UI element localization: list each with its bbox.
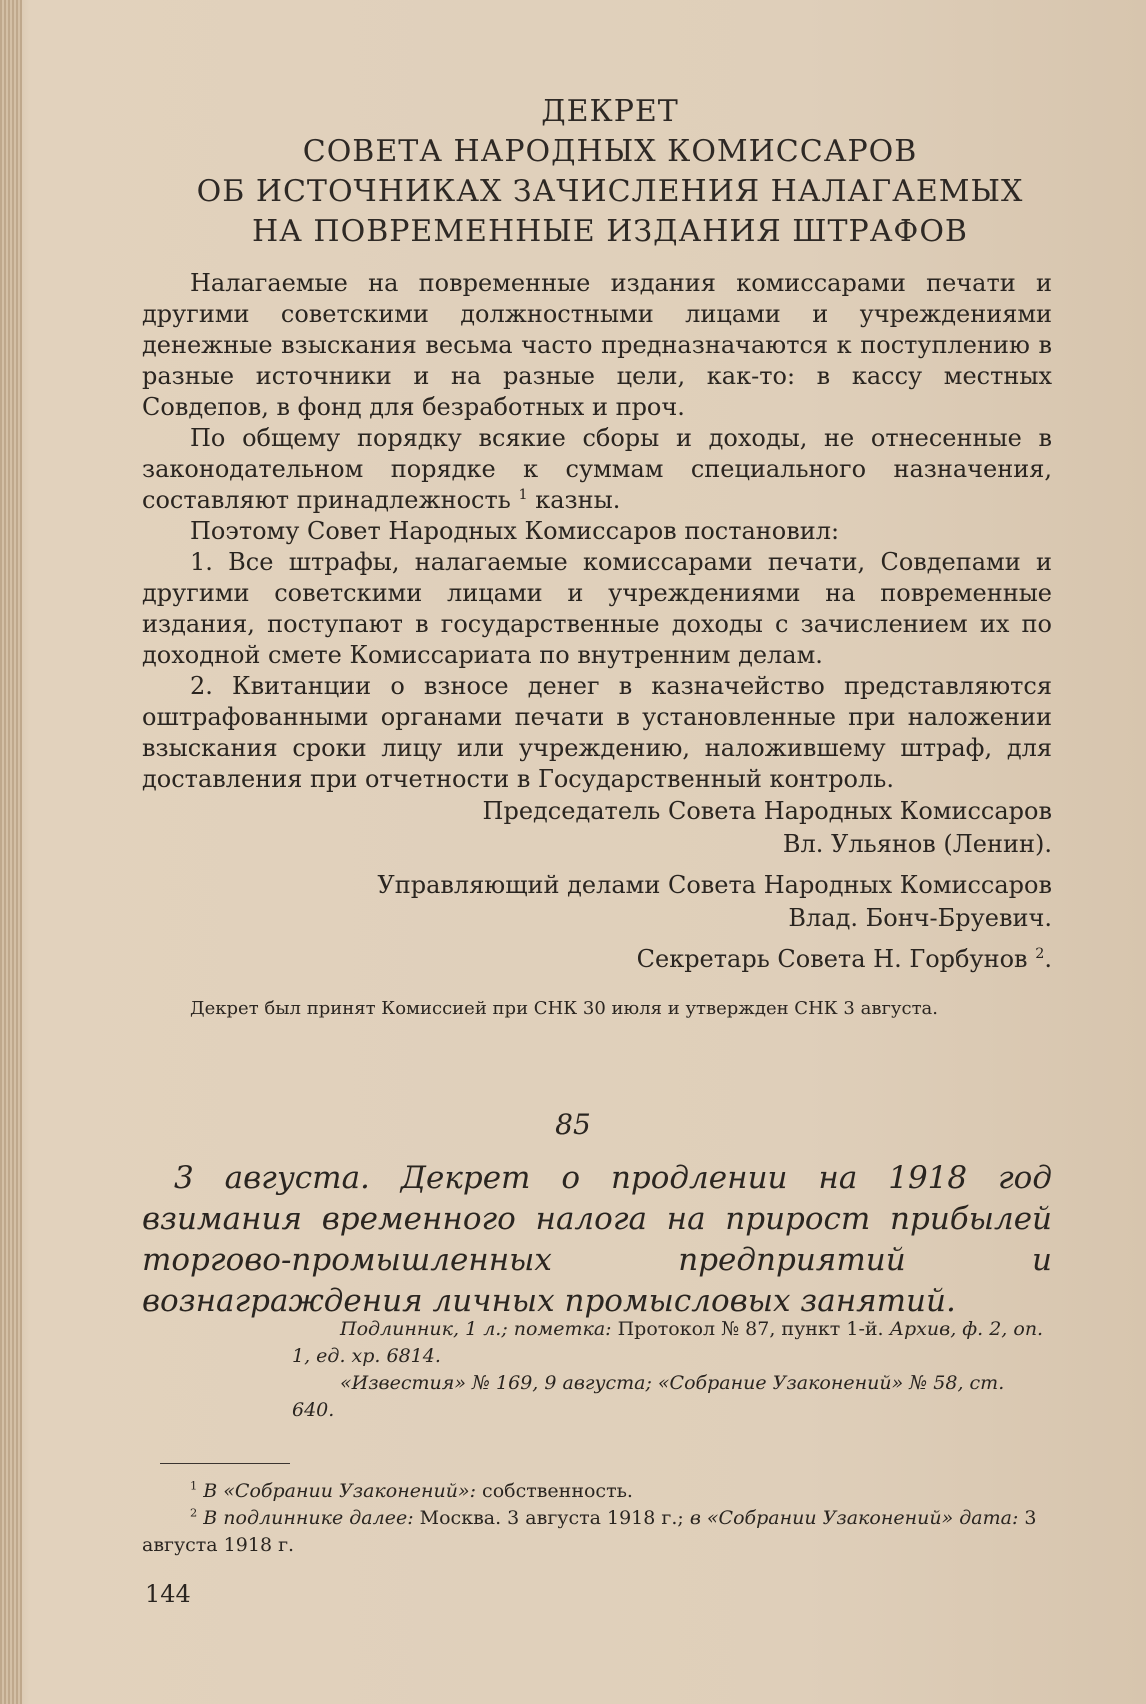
page-edge	[0, 0, 22, 1704]
manager-title: Управляющий делами Совета Народных Комиссаров	[377, 871, 1052, 899]
footnote-2-text-2: 3 августа 1918 г.	[142, 1507, 1037, 1556]
source-1	[292, 1316, 1052, 1370]
secretary-end: .	[1044, 945, 1052, 973]
footnote-2-label-2: в «Собрании Узаконений» дата:	[689, 1507, 1019, 1529]
paragraph-2	[142, 423, 1052, 516]
footnote-2-label: В подлиннике далее:	[203, 1507, 414, 1529]
title-line-3: ОБ ИСТОЧНИКАХ ЗАЧИСЛЕНИЯ НАЛАГАЕМЫХ	[196, 174, 1024, 209]
chair-name: Вл. Ульянов (Ленин).	[782, 830, 1052, 858]
footnote-2	[142, 1505, 1052, 1559]
manager-signature	[142, 869, 1052, 935]
footnote-1-label: В «Собрании Узаконений»:	[203, 1480, 476, 1502]
editorial-note: Декрет был принят Комиссией при СНК 30 июля и утвержден СНК 3 августа.	[190, 998, 938, 1019]
paragraph-2-text: По общему порядку всякие сборы и доходы, не отнесенные в законодательном порядке к суммам специального назначения, составляют принадлежность	[142, 424, 1052, 514]
footnote-2-text: Москва. 3 августа 1918 г.;	[419, 1507, 684, 1529]
document-heading: 3 августа. Декрет о продлении на 1918 год взимания временного налога на прирост прибылей торгово-промышленных предприятий и вознаграждения личных промысловых занятий.	[142, 1160, 1052, 1319]
footnote-1-number: 1	[190, 1478, 198, 1493]
page-number: 144	[145, 1580, 191, 1608]
paragraph-4: 1. Все штрафы, налагаемые комиссарами печати, Совдепами и другими советскими лицами и учреждениями на повременные издания, поступают в государственные доходы с зачислением их по доходной смете Комиссариата по внутренним делам.	[142, 548, 1052, 669]
secretary-text: Секретарь Совета Н. Горбунов	[636, 945, 1028, 973]
manager-name: Влад. Бонч-Бруевич.	[788, 904, 1052, 932]
footnote-1	[142, 1478, 1052, 1505]
paragraph-2-end: казны.	[535, 486, 621, 514]
paragraph-3: Поэтому Совет Народных Комиссаров постановил:	[190, 517, 840, 545]
footnote-1-text: собственность.	[482, 1480, 633, 1502]
footnote-ref-1: 1	[518, 487, 528, 503]
title-line-2: СОВЕТА НАРОДНЫХ КОМИССАРОВ	[302, 134, 918, 169]
paragraph-1: Налагаемые на повременные издания комиссарами печати и другими советскими должностными лицами и учреждениями денежные взыскания весьма часто предназначаются к поступлению в разные источники и на разные цели, как-то: в кассу местных Совдепов, в фонд для безработных и проч.	[142, 269, 1052, 421]
title-line-1: ДЕКРЕТ	[541, 94, 679, 129]
footnote-divider	[160, 1463, 290, 1464]
title-line-4: НА ПОВРЕМЕННЫЕ ИЗДАНИЯ ШТРАФОВ	[252, 214, 968, 249]
source-2: «Известия» № 169, 9 августа; «Собрание Узаконений» № 58, ст. 640.	[292, 1372, 1005, 1421]
source-1-archive: Архив, ф. 2, оп. 1, ед. хр. 6814.	[292, 1318, 1044, 1367]
document-number: 85	[555, 1108, 591, 1141]
signatures	[142, 795, 1052, 984]
source-1-protocol: Протокол № 87, пункт 1-й.	[617, 1318, 884, 1340]
secretary-signature	[142, 943, 1052, 976]
footnote-ref-2: 2	[1035, 946, 1045, 962]
decree-body	[142, 268, 1052, 795]
sources	[292, 1316, 1052, 1424]
decree-title	[180, 92, 1040, 252]
paragraph-5: 2. Квитанции о взносе денег в казначейство представляются оштрафованными органами печати в установленные при наложении взыскания сроки лицу или учреждению, наложившему штраф, для доставления при отчетности в Государственный контроль.	[142, 672, 1052, 793]
chair-title: Председатель Совета Народных Комиссаров	[482, 797, 1052, 825]
footnotes	[142, 1478, 1052, 1559]
source-1-label: Подлинник, 1 л.; пометка:	[340, 1318, 612, 1340]
chair-signature	[142, 795, 1052, 861]
footnote-2-number: 2	[190, 1505, 198, 1520]
